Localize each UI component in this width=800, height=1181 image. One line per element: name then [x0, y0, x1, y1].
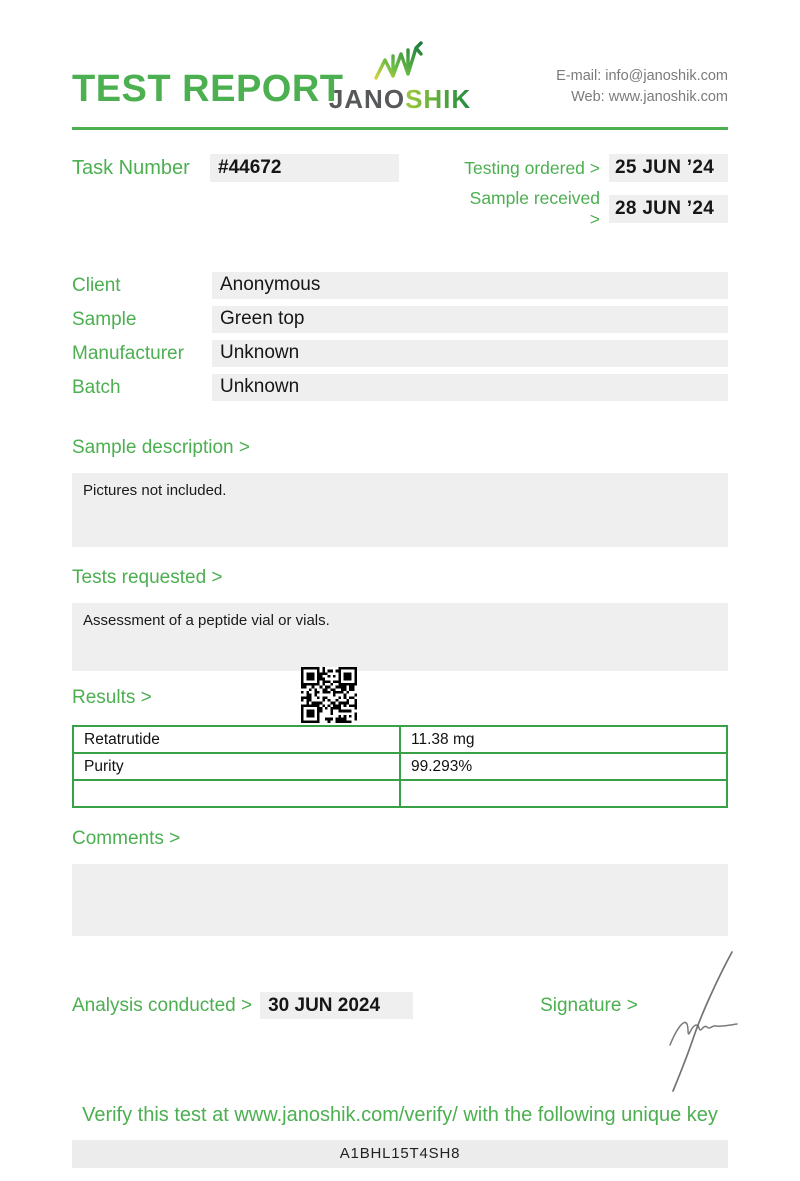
analysis-conducted-date: 30 JUN 2024 — [260, 992, 413, 1019]
result-value — [400, 780, 727, 807]
signature-image — [640, 948, 760, 1096]
results-table — [72, 725, 728, 808]
client-value: Anonymous — [212, 272, 728, 299]
logo-text-dark: JANO — [328, 84, 406, 114]
logo-text-green: SHIK — [405, 84, 472, 114]
janoshik-logo — [325, 38, 475, 115]
comments-box — [72, 864, 728, 936]
sample-description-section — [0, 437, 800, 547]
trend-chart-icon — [368, 38, 432, 82]
tests-requested-box: Assessment of a peptide vial or vials. — [72, 603, 728, 671]
qr-code — [301, 666, 357, 724]
tests-requested-section — [0, 567, 800, 671]
result-name: Purity — [73, 753, 400, 780]
info-row-client — [72, 272, 728, 299]
result-name — [73, 780, 400, 807]
dates-group — [459, 154, 728, 230]
info-row-batch — [72, 374, 728, 401]
info-section — [72, 272, 728, 401]
web-line: Web: www.janoshik.com — [571, 88, 728, 105]
task-number-group — [72, 154, 399, 230]
logo-wordmark — [325, 84, 475, 115]
sample-received-row — [459, 188, 728, 230]
signature-label: Signature > — [540, 995, 638, 1016]
results-section — [0, 687, 800, 808]
sample-description-box: Pictures not included. — [72, 473, 728, 547]
sample-label: Sample — [72, 309, 137, 330]
result-value: 99.293% — [400, 753, 727, 780]
task-section — [72, 154, 728, 230]
sample-value: Green top — [212, 306, 728, 333]
table-row — [73, 753, 727, 780]
client-label: Client — [72, 275, 121, 296]
task-number-value: #44672 — [210, 154, 399, 182]
table-row — [73, 780, 727, 807]
batch-label: Batch — [72, 377, 121, 398]
page-title: TEST REPORT — [72, 68, 344, 110]
email-line: E-mail: info@janoshik.com — [556, 68, 728, 84]
results-heading: Results > — [72, 687, 152, 708]
table-row — [73, 726, 727, 753]
manufacturer-label: Manufacturer — [72, 343, 184, 364]
comments-section — [0, 828, 800, 936]
analysis-conducted-label: Analysis conducted > — [72, 995, 253, 1016]
result-name: Retatrutide — [73, 726, 400, 753]
testing-ordered-label: Testing ordered > — [464, 157, 600, 178]
result-value: 11.38 mg — [400, 726, 727, 753]
info-row-manufacturer — [72, 340, 728, 367]
batch-value: Unknown — [212, 374, 728, 401]
contact-block — [556, 66, 728, 107]
tests-requested-heading: Tests requested > — [72, 567, 223, 588]
header-divider — [72, 127, 728, 130]
info-row-sample — [72, 306, 728, 333]
verify-text: Verify this test at www.janoshik.com/verify/ with the following unique key — [82, 1104, 718, 1126]
manufacturer-value: Unknown — [212, 340, 728, 367]
task-number-label: Task Number — [72, 157, 190, 179]
header — [72, 0, 728, 127]
comments-heading: Comments > — [72, 828, 181, 849]
testing-ordered-date: 25 JUN ’24 — [609, 154, 728, 182]
analysis-signature-row — [72, 992, 728, 1020]
sample-received-date: 28 JUN ’24 — [609, 195, 728, 223]
sample-received-label: Sample received > — [469, 188, 600, 229]
unique-key: A1BHL15T4SH8 — [72, 1140, 728, 1168]
testing-ordered-row — [459, 154, 728, 182]
sample-description-heading: Sample description > — [72, 437, 250, 458]
